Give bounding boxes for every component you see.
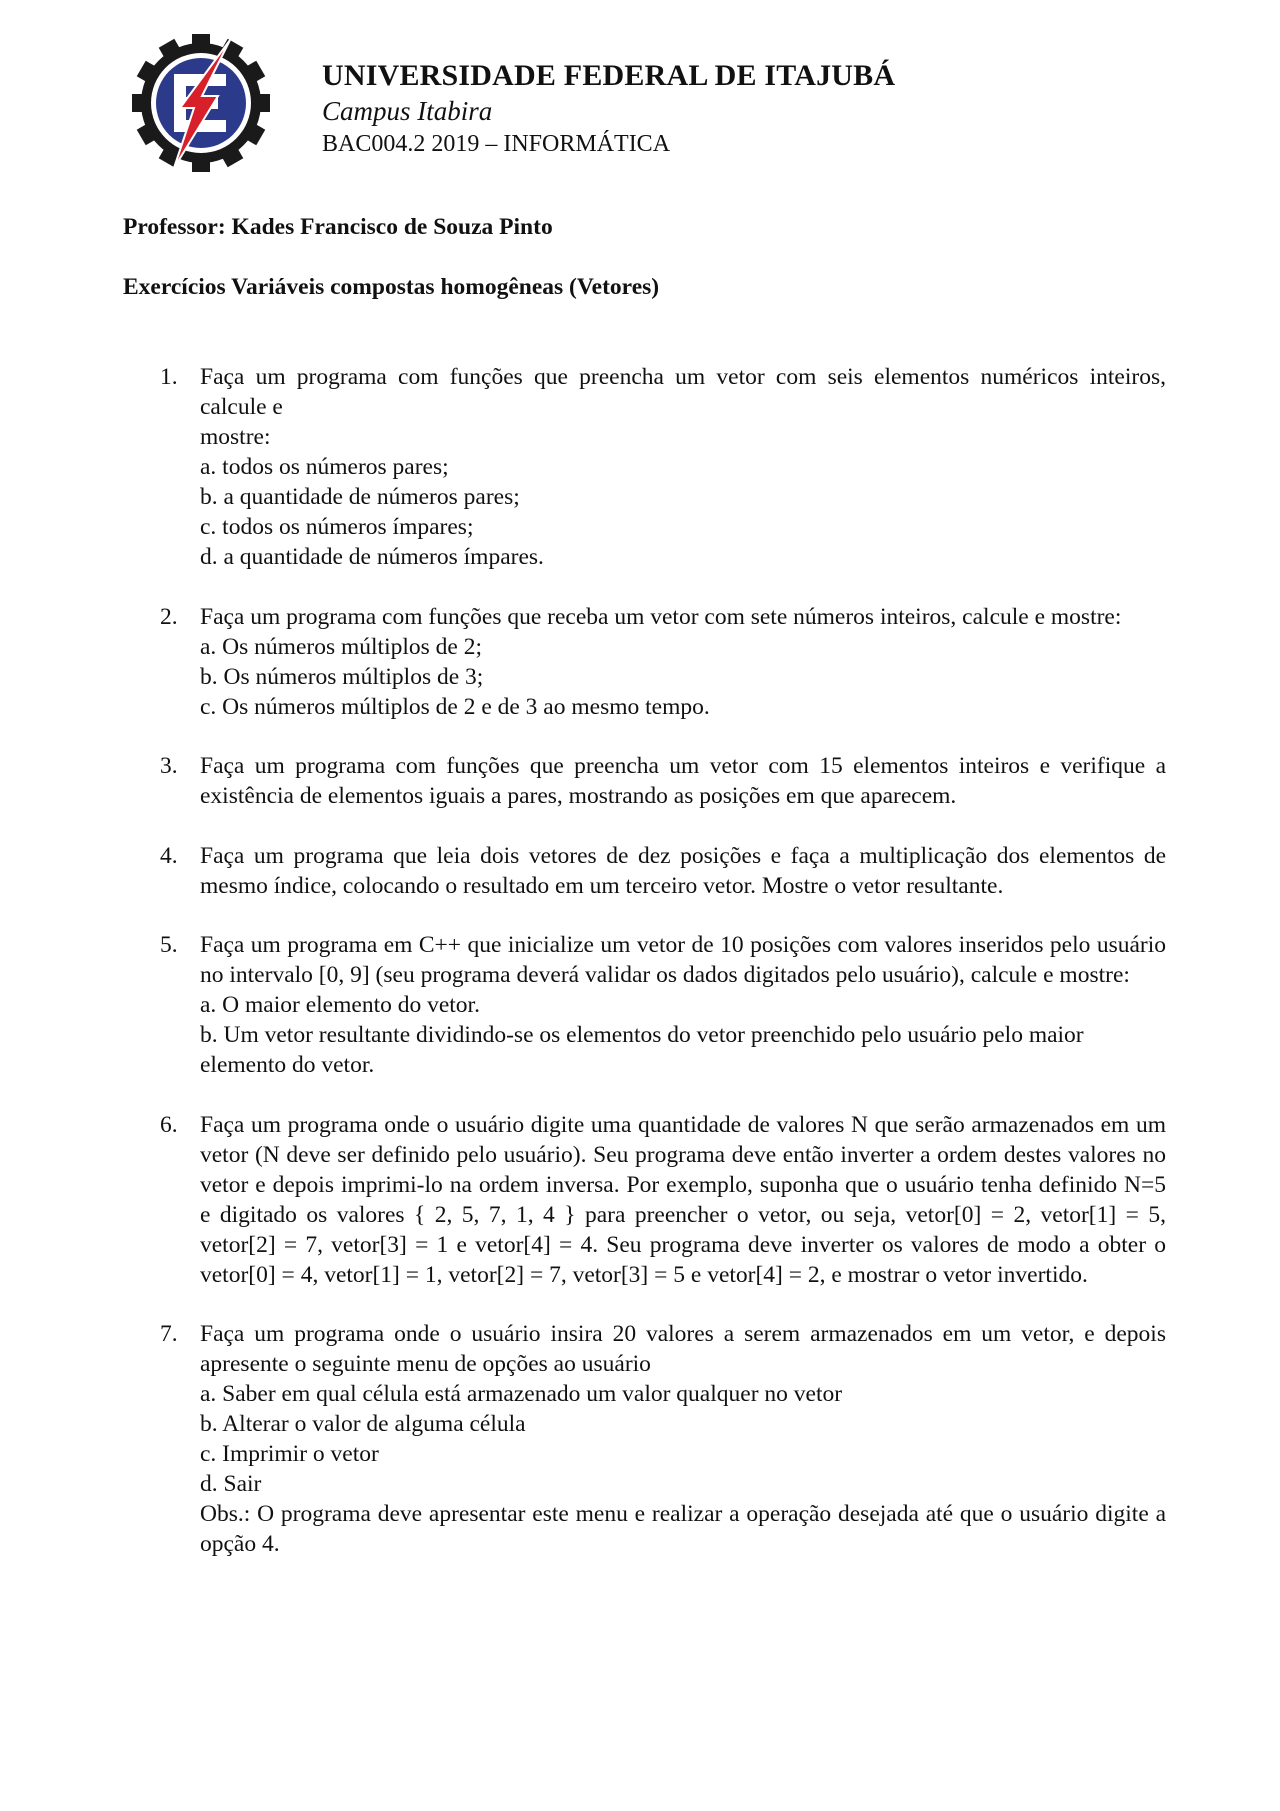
exercise-subitem: a. Saber em qual célula está armazenado um valor qualquer no vetor: [200, 1381, 843, 1407]
exercise-text: Faça um programa com funções que preencha um vetor com seis elementos numéricos inteiros, calcule e: [200, 364, 1166, 420]
exercise-text: Faça um programa com funções que receba um vetor com sete números inteiros, calcule e mostre:: [200, 603, 1122, 630]
header-text: [322, 58, 895, 160]
exercise-text: Faça um programa onde o usuário digite uma quantidade de valores N que serão armazenados em um vetor (N deve ser definido pelo usuário). Seu programa deve então inverter a ordem destes valores no vetor e depois imprimi-lo na ordem inversa. Por exemplo, suponha que o usuário tenha definido N=5 e digitado os valores { 2, 5, 7, 1, 4 } para preencher o vetor, ou seja, vetor[0] = 2, vetor[1] = 5, vetor[2] = 7, vetor[3] = 1 e vetor[4] = 4. Seu programa deve inverter os valores de modo a obter o vetor[0] = 4, vetor[1] = 1, vetor[2] = 7, vetor[3] = 5 e vetor[4] = 2, e mostrar o vetor invertido.: [200, 1111, 1166, 1288]
exercise-subitem: c. todos os números ímpares;: [200, 514, 474, 540]
exercise-number: 5.: [160, 932, 178, 958]
campus-name: Campus Itabira: [322, 96, 493, 126]
exercise-text: Faça um programa onde o usuário insira 20 valores a serem armazenados em um vetor, e depois apresente o seguinte menu de opções ao usuário: [200, 1321, 1166, 1377]
exercise-text: Faça um programa que leia dois vetores de dez posições e faça a multiplicação dos elementos de mesmo índice, colocando o resultado em um terceiro vetor. Mostre o vetor resultante.: [200, 842, 1166, 899]
document-header: [130, 32, 1180, 172]
professor-line: Professor: Kades Francisco de Souza Pinto: [123, 214, 553, 240]
university-logo: [130, 32, 272, 174]
exercise-item: [148, 930, 1166, 1080]
exercise-number: 3.: [160, 753, 178, 779]
exercise-subitem: a. O maior elemento do vetor.: [200, 992, 480, 1018]
exercise-number: 4.: [160, 842, 178, 869]
exercise-item: [148, 1319, 1166, 1559]
exercise-number: 6.: [160, 1111, 178, 1138]
exercise-list: [148, 362, 1166, 1589]
exercise-text: Faça um programa com funções que preencha um vetor com 15 elementos inteiros e verifique a existência de elementos iguais a pares, mostrando as posições em que aparecem.: [200, 753, 1166, 809]
exercise-subitem: b. Os números múltiplos de 3;: [200, 663, 484, 690]
exercise-subitem: b. a quantidade de números pares;: [200, 484, 520, 510]
exercise-subitem: c. Imprimir o vetor: [200, 1441, 379, 1467]
exercise-subitem: mostre:: [200, 424, 271, 450]
exercise-item: [148, 841, 1166, 901]
course-code: BAC004.2 2019 – INFORMÁTICA: [322, 131, 671, 157]
exercise-subitem: a. todos os números pares;: [200, 454, 449, 480]
exercise-number: 2.: [160, 603, 178, 630]
exercise-text: Faça um programa em C++ que inicialize um vetor de 10 posições com valores inseridos pelo usuário no intervalo [0, 9] (seu programa deverá validar os dados digitados pelo usuário), calcule e mostre:: [200, 932, 1166, 988]
university-name: UNIVERSIDADE FEDERAL DE ITAJUBÁ: [322, 59, 896, 92]
subject-title: Exercícios Variáveis compostas homogêneas (Vetores): [123, 274, 660, 300]
exercise-item: [148, 602, 1166, 722]
exercise-number: 1.: [160, 364, 178, 390]
exercise-item: [148, 1110, 1166, 1290]
exercise-subitem: a. Os números múltiplos de 2;: [200, 633, 482, 660]
exercise-subitem: b. Um vetor resultante dividindo-se os elementos do vetor preenchido pelo usuário pelo maior elemento do vetor.: [200, 1022, 1084, 1078]
exercise-item: [148, 362, 1166, 572]
exercise-subitem: Obs.: O programa deve apresentar este menu e realizar a operação desejada até que o usuário digite a opção 4.: [200, 1501, 1166, 1557]
exercise-subitem: b. Alterar o valor de alguma célula: [200, 1411, 526, 1437]
exercise-subitem: c. Os números múltiplos de 2 e de 3 ao mesmo tempo.: [200, 693, 710, 720]
exercise-subitem: d. a quantidade de números ímpares.: [200, 544, 544, 570]
exercise-subitem: d. Sair: [200, 1471, 262, 1497]
exercise-number: 7.: [160, 1321, 178, 1347]
exercise-item: [148, 751, 1166, 811]
